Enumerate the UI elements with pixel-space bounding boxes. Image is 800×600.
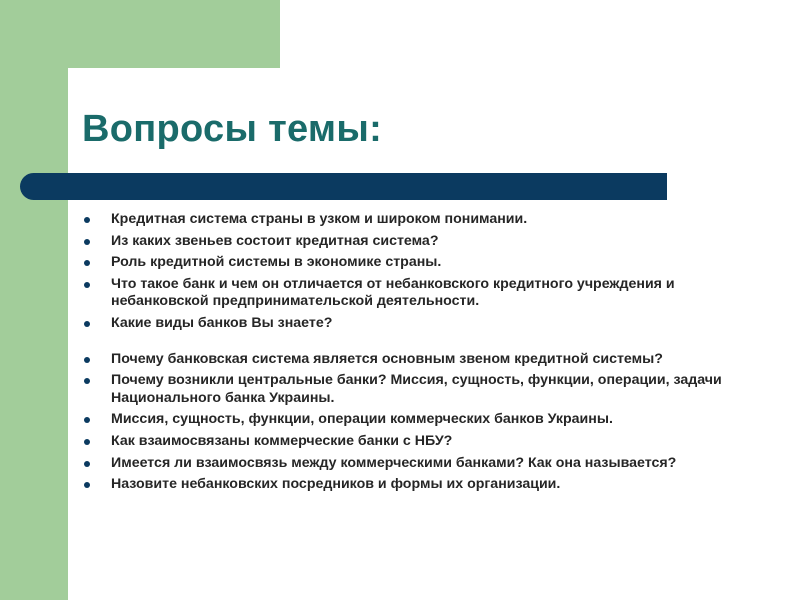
bullet-icon [84,282,90,288]
list-item [84,372,774,407]
bullet-icon [84,439,90,445]
list-item-text: Что такое банк и чем он отличается от небанковского кредитного учреждения и небанковской предпринимательской деятельности. [111,275,675,310]
bullet-icon [84,417,90,423]
bullet-icon [84,239,90,245]
list-item-text: Почему банковская система является основным звеном кредитной системы? [111,350,663,367]
bullet-icon [84,461,90,467]
bullet-icon [84,321,90,327]
bullet-icon [84,378,90,384]
list-item [84,254,774,272]
list-item-text: Роль кредитной системы в экономике страны. [111,254,442,271]
list-item-text: Как взаимосвязаны коммерческие банки с НБУ? [111,432,453,449]
list-item [84,455,774,473]
list-item [84,411,774,429]
list-item [84,315,774,333]
list-item [84,433,774,451]
list-item-text: Имеется ли взаимосвязь между коммерческими банками? Как она называется? [111,454,677,471]
bullet-icon [84,217,90,223]
list-item-text: Кредитная система страны в узком и широком понимании. [111,211,528,227]
list-item-text: Почему возникли центральные банки? Миссия, сущность, функции, операции, задачи Национального банка Украины. [111,372,722,406]
list-item [84,276,774,311]
list-item [84,233,774,251]
bullet-icon [84,260,90,266]
list-item-text: Какие виды банков Вы знаете? [111,314,333,331]
list-item [84,211,774,229]
decor-green-left-strip [0,0,68,600]
bullet-icon [84,357,90,363]
list-item-text: Назовите небанковских посредников и формы их организации. [111,476,561,493]
bullet-icon [84,482,90,488]
slide-title: Вопросы темы: [82,108,383,150]
list-item [84,351,774,369]
list-item [84,476,774,494]
list-item-text: Миссия, сущность, функции, операции коммерческих банков Украины. [111,411,613,428]
title-underline-bar [20,173,667,200]
questions-list [84,211,774,498]
list-item-text: Из каких звеньев состоит кредитная система? [111,232,439,249]
